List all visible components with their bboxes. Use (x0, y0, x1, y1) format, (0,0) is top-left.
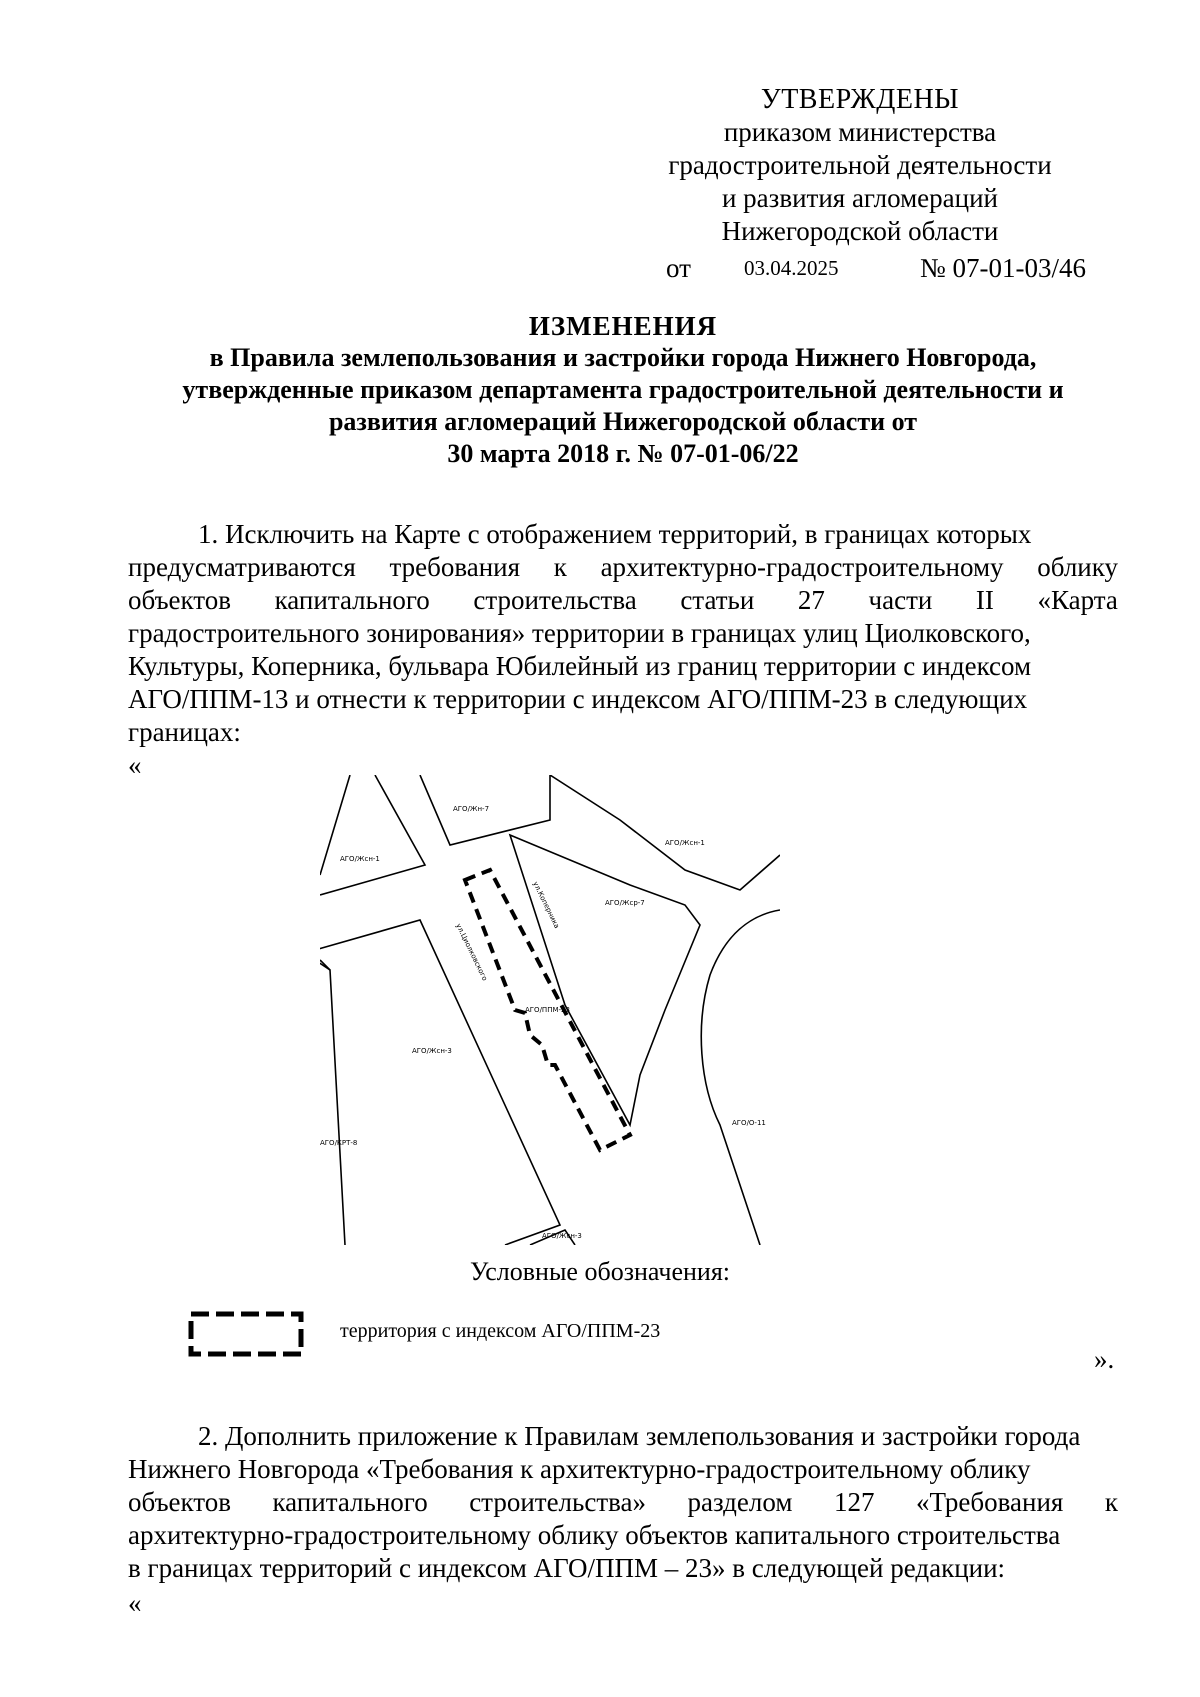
title-line: утвержденные приказом департамента градостроительной деятельности и (182, 375, 1064, 404)
paragraph-line: предусматриваются требования к архитектурно-градостроительному облику (128, 552, 1118, 582)
legend-title: Условные обозначения: (469, 1257, 731, 1286)
paragraph-1 (128, 518, 1118, 749)
paragraph-line: 1. Исключить на Карте с отображением территорий, в границах которых (198, 519, 1032, 549)
quote-close: ». (1094, 1344, 1115, 1374)
legend-dashed-box-icon (187, 1310, 307, 1360)
paragraph-line: Культуры, Коперника, бульвара Юбилейный из границ территории с индексом (128, 651, 1032, 681)
title-line: 30 марта 2018 г. № 07-01-06/22 (447, 439, 799, 468)
map-label-zhsn1-top: АГО/Жсн-1 (665, 839, 705, 847)
approval-line: приказом министерства (723, 117, 997, 147)
map-boundary (320, 960, 345, 1245)
map-label-o11: АГО/О-11 (732, 1119, 766, 1127)
map-label-zhsr7: АГО/Жср-7 (605, 899, 645, 907)
paragraph-line: 2. Дополнить приложение к Правилам землепользования и застройки города (198, 1421, 1081, 1451)
paragraph-line: объектов капитального строительства» разделом 127 «Требования к (128, 1487, 1118, 1517)
paragraph-line: Нижнего Новгорода «Требования к архитектурно-градостроительному облику (128, 1454, 1031, 1484)
paragraph-line: границах: (128, 717, 241, 747)
from-label: от (666, 253, 691, 283)
legend-item: территория с индексом АГО/ППМ-23 (340, 1320, 661, 1342)
title-line: в Правила землепользования и застройки города Нижнего Новгорода, (209, 343, 1037, 372)
title-main: ИЗМЕНЕНИЯ (528, 311, 718, 341)
document-title (128, 310, 1118, 470)
approval-heading: УТВЕРЖДЕНЫ (760, 84, 960, 115)
map-label-tsiolkovskogo: ул.Циолковского (454, 922, 489, 983)
approval-line: градостроительной деятельности (668, 150, 1052, 180)
map-label-krt8: АГО/КРТ-8 (320, 1139, 358, 1147)
approval-line: и развития агломераций (721, 183, 998, 213)
paragraph-line: архитектурно-градостроительному облику объектов капитального строительства (128, 1520, 1061, 1550)
paragraph-line: в границах территорий с индексом АГО/ППМ – 23» в следующей редакции: (128, 1553, 1006, 1583)
map-boundary (320, 920, 560, 1245)
order-line (666, 250, 1086, 286)
map-boundary (550, 775, 780, 890)
map-boundary (701, 910, 780, 1245)
title-line: развития агломераций Нижегородской области от (328, 407, 918, 436)
map-boundary (510, 835, 700, 1125)
order-number: № 07-01-03/46 (920, 253, 1086, 283)
quote-open: « (128, 1588, 142, 1618)
approval-block (640, 83, 1080, 248)
paragraph-2 (128, 1420, 1118, 1585)
map-label-zhsn3-bottom: АГО/Жсн-3 (542, 1232, 582, 1240)
map-label-zh7: АГО/Жн-7 (453, 805, 490, 813)
paragraph-line: АГО/ППМ-13 и отнести к территории с индексом АГО/ППМ-23 в следующих (128, 684, 1028, 714)
order-date: 03.04.2025 (744, 256, 839, 280)
map-label-zhsn3: АГО/Жсн-3 (412, 1047, 452, 1055)
approval-line: Нижегородской области (721, 216, 999, 246)
zoning-map (320, 775, 780, 1245)
paragraph-line: объектов капитального строительства статьи 27 части II «Карта (128, 585, 1118, 615)
map-label-zhsn1-left: АГО/Жсн-1 (340, 855, 380, 863)
quote-open: « (128, 750, 142, 780)
map-label-kopernika: ул.Коперника (531, 880, 561, 930)
map-boundary (320, 775, 425, 895)
map-label-ppm: АГО/ППМ-23 (525, 1006, 570, 1014)
paragraph-line: градостроительного зонирования» территории в границах улиц Циолковского, (128, 618, 1031, 648)
